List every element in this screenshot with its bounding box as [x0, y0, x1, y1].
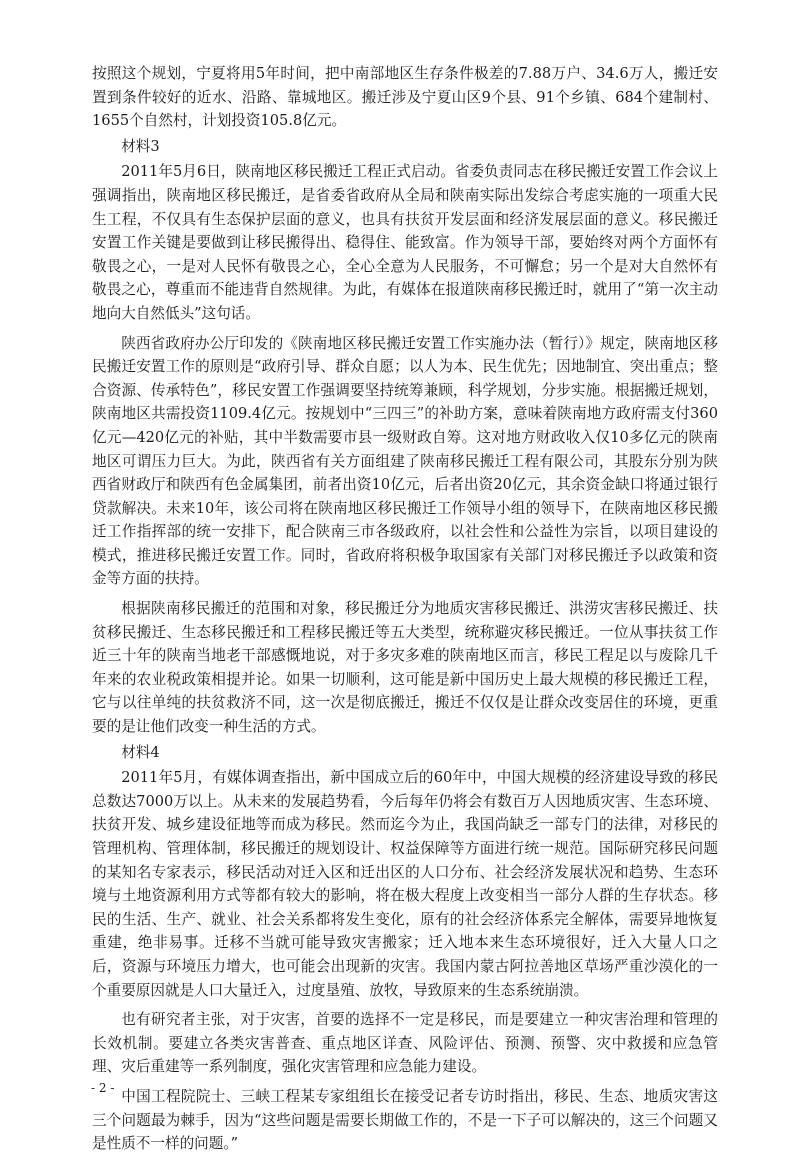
paragraph-ningxia-plan: 按照这个规划，宁夏将用5年时间，把中南部地区生存条件极差的7.88万户、34.6万人，搬迁安置到条件较好的近水、沿路、靠城地区。搬迁涉及宁夏山区9个县、91个乡镇、684个建制村、1655个自然村，计划投资105.8亿元。 [92, 65, 718, 130]
page-number: - 2 - [91, 1081, 115, 1095]
paragraph-relocation-types: 根据陕南移民搬迁的范围和对象，移民搬迁分为地质灾害移民搬迁、洪涝灾害移民搬迁、扶贫移民搬迁、生态移民搬迁和工程移民搬迁等五大类型，统称避灾移民搬迁。一位从事扶贫工作近三十年的陕南当地老干部感慨地说，对于多灾多难的陕南地区而言，移民工程足以与废除几千年来的农业税政策相提并论。如果一切顺利，这可能是新中国历史上最大规模的移民搬迁工程，它与以往单纯的扶贫救济不同，这一次是彻底搬迁，搬迁不仅仅是让群众改变居住的环境，更重要的是让他们改变一种生活的方式。 [92, 600, 718, 736]
document-body [92, 62, 718, 1158]
paragraph-migration-survey: 2011年5月，有媒体调查指出，新中国成立后的60年中，中国大规模的经济建设导致的移民总数达7000万以上。从未来的发展趋势看，今后每年仍将会有数百万人因地质灾害、生态环境、扶贫开发、城乡建设征地等而成为移民。然而迄今为止，我国尚缺乏一部专门的法律，对移民的管理机构、管理体制，移民搬迁的规划设计、权益保障等方面进行统一规范。国际研究移民问题的某知名专家表示，移民活动对迁入区和迁出区的人口分布、社会经济发展状况和趋势、生态环境与土地资源利用方式等都有较大的影响，将在极大程度上改变相当一部分人群的生存状态。移民的生活、生产、就业、社会关系都将发生变化，原有的社会经济体系完全解体，需要异地恢复重建，绝非易事。迁移不当就可能导致灾害搬家；迁入地本来生态环境很好，迁入大量人口之后，资源与环境压力增大，也可能会出现新的灾害。我国内蒙古阿拉善地区草场严重沙漠化的一个重要原因就是人口大量迁入，过度垦殖、放牧，导致原来的生态系统崩溃。 [92, 769, 718, 999]
paragraph-shaannan-launch: 2011年5月6日，陕南地区移民搬迁工程正式启动。省委负责同志在移民搬迁安置工作会议上强调指出，陕南地区移民搬迁，是省委省政府从全局和陕南实际出发综合考虑实施的一项重大民生工程，不仅具有生态保护层面的意义，也具有扶贫开发层面和经济发展层面的意义。移民搬迁安置工作关键是要做到让移民搬得出、稳得住、能致富。作为领导干部，要始终对两个方面怀有敬畏之心，一是对人民怀有敬畏之心，全心全意为人民服务，不可懈怠；另一个是对大自然怀有敬畏之心，尊重而不能违背自然规律。为此，有媒体在报道陕南移民搬迁时，就用了“第一次主动地向大自然低头”这句话。 [92, 163, 718, 322]
paragraph-implementation-measures: 陕西省政府办公厅印发的《陕南地区移民搬迁安置工作实施办法（暂行）》规定，陕南地区移民搬迁安置工作的原则是“政府引导、群众自愿；以人为本、民生优先；因地制宜、突出重点；整合资源、传承特色”，移民安置工作强调要坚持统筹兼顾，科学规划，分步实施。根据搬迁规划，陕南地区共需投资1109.4亿元。按规划中“三四三”的补助方案，意味着陕南地方政府需支付360亿元—420亿元的补贴，其中半数需要市县一级财政自筹。这对地方财政收入仅10多亿元的陕南地区可谓压力巨大。为此，陕西省有关方面组建了陕南移民搬迁工程有限公司，其股东分别为陕西省财政厅和陕西有色金属集团，前者出资10亿元，后者出资20亿元，其余资金缺口将通过银行贷款解决。未来10年，该公司将在陕南地区移民搬迁工作领导小组的领导下，在陕南地区移民搬迁工作指挥部的统一安排下，配合陕南三市各级政府，以社会性和公益性为宗旨，以项目建设的模式，推进移民搬迁安置工作。同时，省政府将积极争取国家有关部门对移民搬迁予以政策和资金等方面的扶持。 [92, 334, 718, 588]
material-3-heading: 材料3 [121, 137, 160, 155]
material-4-heading: 材料4 [121, 743, 160, 761]
paragraph-disaster-governance: 也有研究者主张，对于灾害，首要的选择不一定是移民，而是要建立一种灾害治理和管理的长效机制。要建立各类灾害普查、重点地区详查、风险评估、预测、预警、灾中救援和应急管理、灾后重建等一系列制度，强化灾害管理和应急能力建设。 [92, 1011, 718, 1076]
paragraph-academician-quote: 中国工程院院士、三峡工程某专家组组长在接受记者专访时指出，移民、生态、地质灾害这三个问题最为棘手，因为“这些问题是需要长期做工作的，不是一下子可以解决的，这三个问题又是性质不一样的问题。” [92, 1087, 718, 1153]
